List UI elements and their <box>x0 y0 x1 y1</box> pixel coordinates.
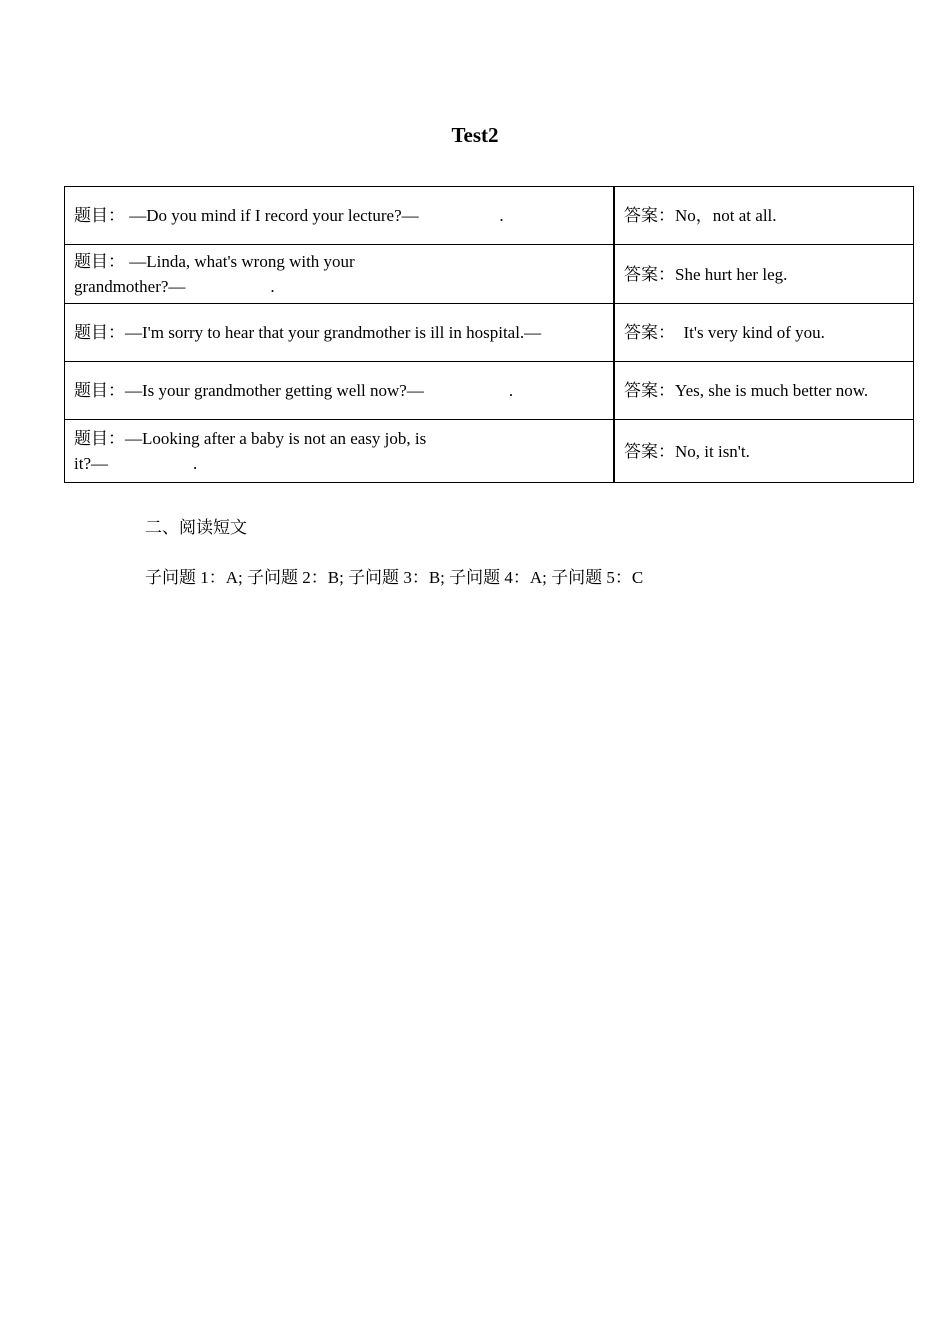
question-text: —I'm sorry to hear that your grandmother is ill in hospital.— <box>125 323 542 342</box>
sub-question-label: 子问题 <box>247 568 298 588</box>
answer-cell <box>614 362 914 420</box>
page-title: Test2 <box>451 123 499 147</box>
table-row <box>65 420 914 483</box>
question-cell <box>65 187 615 245</box>
question-text-line2: it?— <box>74 454 108 473</box>
sub-question-answer: C <box>631 568 644 587</box>
sub-question-number: 3： <box>399 568 429 587</box>
answer-blank: . <box>423 381 514 400</box>
question-cell <box>65 362 615 420</box>
table-row <box>65 187 914 245</box>
question-cell <box>65 245 615 304</box>
answer-text: She hurt her leg. <box>675 264 788 284</box>
question-text-line2: grandmother?— <box>74 277 186 296</box>
answer-text: Yes, she is much better now. <box>675 381 869 400</box>
question-prefix: 题目： <box>74 429 125 448</box>
question-cell <box>65 304 615 362</box>
answer-text: No, it isn't. <box>675 441 750 461</box>
answer-prefix: 答案： <box>624 206 675 225</box>
sub-question-answer: A; <box>529 568 547 587</box>
sub-question-answer: A; <box>225 568 243 587</box>
table-row <box>65 245 914 304</box>
sub-question-number: 1： <box>196 568 226 587</box>
question-text: —Do you mind if I record your lecture?— <box>125 206 419 225</box>
answer-cell <box>614 304 914 362</box>
answer-prefix: 答案： <box>624 381 675 400</box>
answer-blank: . <box>418 206 504 225</box>
answer-cell <box>614 420 914 483</box>
question-text: —Linda, what's wrong with your <box>125 252 355 271</box>
question-prefix: 题目： <box>74 381 125 400</box>
answer-blank: . <box>185 277 275 296</box>
question-text: —Is your grandmother getting well now?— <box>125 381 424 400</box>
sub-question-number: 5： <box>602 568 632 587</box>
answer-cell <box>614 245 914 304</box>
question-answer-table <box>64 186 914 483</box>
question-prefix: 题目： <box>74 252 125 271</box>
answer-prefix: 答案： <box>624 264 675 284</box>
answer-text: It's very kind of you. <box>675 323 825 342</box>
sub-question-answer: B; <box>327 568 344 587</box>
answer-prefix: 答案： <box>624 441 675 461</box>
question-cell <box>65 420 615 483</box>
section-heading: 二、阅读短文 <box>145 518 247 538</box>
sub-question-answer: B; <box>428 568 445 587</box>
question-text: —Looking after a baby is not an easy job, is <box>125 429 427 448</box>
sub-question-label: 子问题 <box>145 568 196 588</box>
sub-question-label: 子问题 <box>348 568 400 588</box>
question-prefix: 题目： <box>74 206 125 225</box>
answer-cell <box>614 187 914 245</box>
sub-question-label: 子问题 <box>551 568 603 588</box>
sub-question-number: 4： <box>500 568 530 587</box>
sub-question-number: 2： <box>298 568 328 587</box>
question-prefix: 题目： <box>74 323 125 342</box>
answer-prefix: 答案： <box>624 323 675 342</box>
sub-question-label: 子问题 <box>449 568 501 588</box>
table-row <box>65 304 914 362</box>
table-row <box>65 362 914 420</box>
answer-blank: . <box>108 454 198 473</box>
sub-question-answers <box>145 565 643 591</box>
answer-text: No，not at all. <box>675 206 777 225</box>
